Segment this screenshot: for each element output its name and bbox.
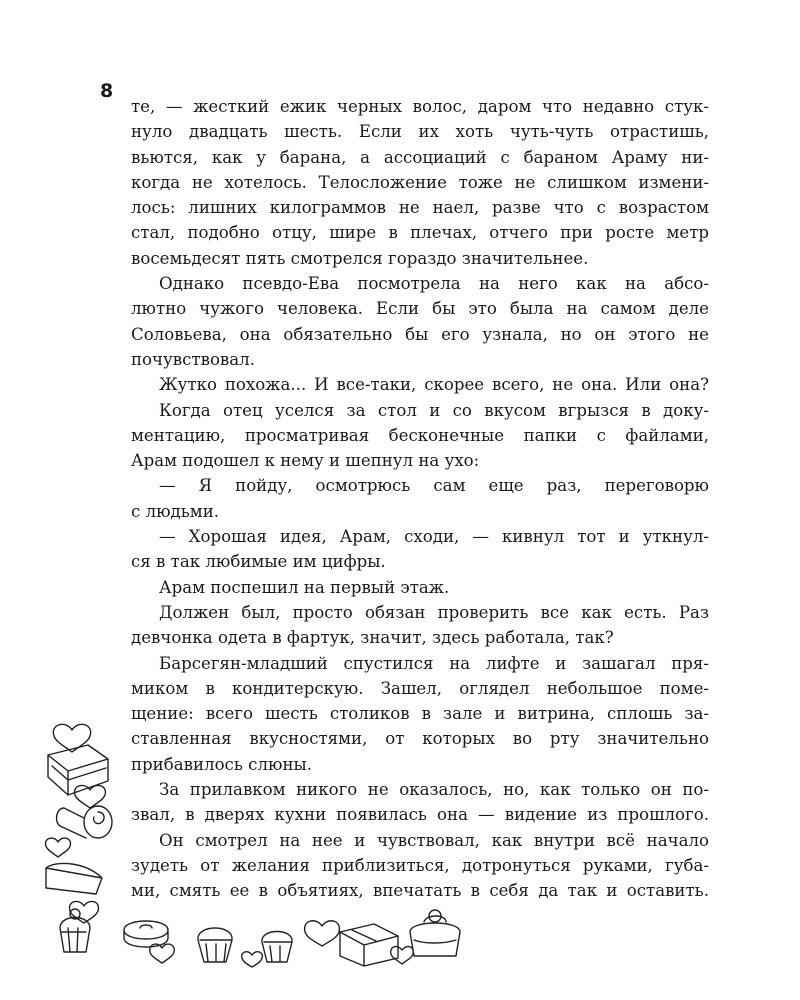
text-line: щение: всего шесть столиков в зале и витрина, сплошь за- [131, 704, 709, 724]
doodle-svg [0, 700, 800, 1000]
heart-icon [53, 724, 90, 752]
text-line: миком в кондитерскую. Зашел, оглядел небольшое поме- [131, 678, 709, 698]
text-line: Арам подошел к нему и шепнул на ухо: [131, 451, 480, 471]
text-line: девчонка одета в фартук, значит, здесь работала, так? [131, 628, 614, 648]
text-line: лютно чужого человека. Если бы это была на самом деле [131, 299, 709, 319]
text-line: ся в так любимые им цифры. [131, 552, 386, 572]
text-line: — Я пойду, осмотрюсь сам еще раз, переговорю [159, 476, 709, 496]
heart-icon [242, 952, 263, 967]
pastry-doodle-decoration [0, 700, 800, 1000]
heart-icon [75, 785, 106, 808]
cake-slice-icon [48, 745, 108, 795]
bundt-cake-icon [124, 921, 168, 947]
text-line: — Хорошая идея, Арам, сходи, — кивнул тот и уткнул- [159, 527, 709, 547]
pie-slice-icon [46, 863, 102, 894]
text-line: ставленная вкусностями, от которых во рту значительно [131, 729, 709, 749]
text-line: ми, смять ее в объятиях, впечатать в себя да так и оставить. [131, 881, 709, 901]
text-line: Барсегян-младший спустился на лифте и зашагал пря- [159, 653, 709, 673]
text-line: Когда отец уселся за стол и со вкусом вгрызся в доку- [159, 400, 709, 420]
text-line: прибавилось слюны. [131, 754, 312, 774]
text-line: Арам поспешил на первый этаж. [159, 577, 450, 597]
text-line: нуло двадцать шесть. Если их хоть чуть-чуть отрастишь, [131, 122, 709, 142]
cake-box-icon [340, 924, 398, 966]
heart-icon [45, 838, 70, 857]
text-line: зудеть от желания приблизиться, дотронуться руками, губа- [131, 855, 709, 875]
cupcake-icon [198, 928, 232, 962]
text-line: восемьдесят пять смотрелся гораздо значительнее. [131, 248, 589, 268]
text-line: Он смотрел на нее и чувствовал, как внутри всё начало [159, 830, 709, 850]
text-line: Однако псевдо-Ева посмотрела на него как на абсо- [159, 274, 709, 294]
cupcake-icon [262, 932, 292, 963]
text-line: За прилавком никого не оказалось, но, как только он по- [159, 780, 709, 800]
text-line: лось: лишних килограммов не наел, разве что с возрастом [131, 198, 709, 218]
text-line: Должен был, просто обязан проверить все как есть. Раз [159, 602, 709, 622]
text-line: звал, в дверях кухни появилась она — видение из прошлого. [131, 805, 709, 825]
text-line: с людьми. [131, 501, 220, 521]
text-line: ментацию, просматривая бесконечные папки с файлами, [131, 425, 709, 445]
page-number: 8 [100, 80, 114, 102]
text-line: те, — жесткий ежик черных волос, даром что недавно стук- [131, 97, 709, 116]
text-line: Жутко похожа... И все-таки, скорее всего, не она. Или она? [159, 375, 709, 395]
text-line: вьются, как у барана, а ассоциаций с бараном Араму ни- [131, 147, 709, 167]
heart-icon [391, 947, 414, 964]
roll-cake-icon [84, 806, 112, 838]
text-line: когда не хотелось. Телосложение тоже не слишком измени- [131, 172, 709, 192]
text-line: стал, подобно отцу, шире в плечах, отчего при росте метр [131, 223, 709, 243]
heart-icon [305, 921, 340, 946]
text-line: Соловьева, она обязательно бы его узнала, но он этого не [131, 324, 709, 344]
text-line: почувствовал. [131, 349, 255, 369]
